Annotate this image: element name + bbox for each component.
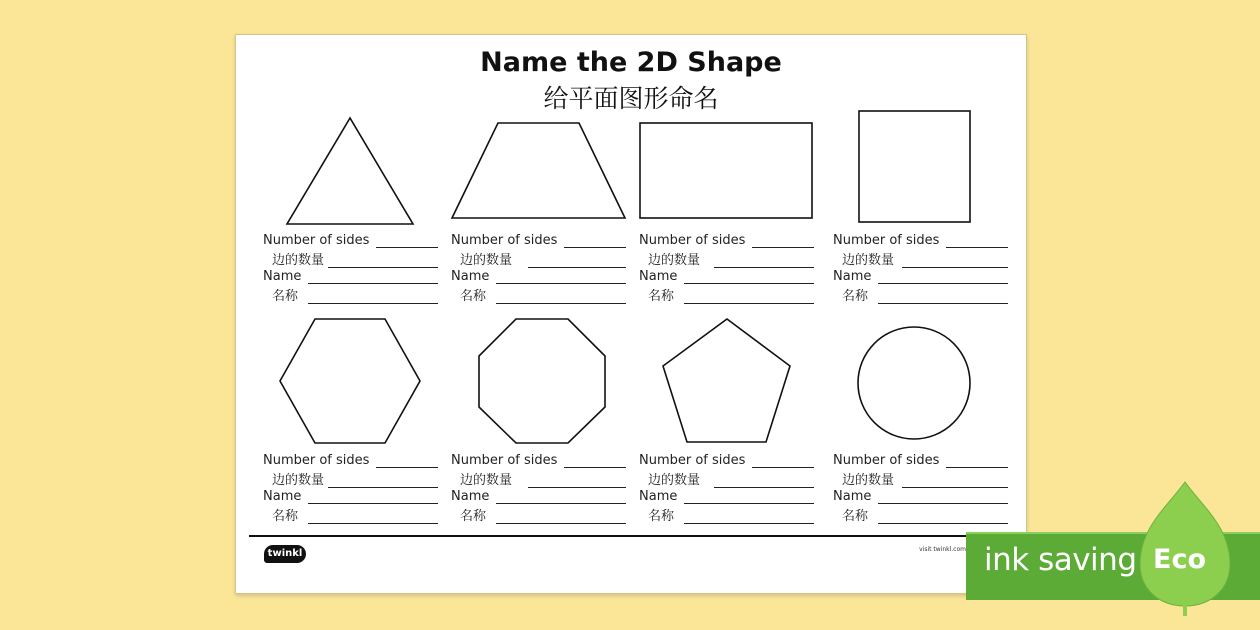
name-line bbox=[451, 488, 626, 506]
name-line bbox=[263, 488, 438, 506]
name-blank-cn[interactable] bbox=[878, 303, 1008, 304]
triangle-shape bbox=[287, 118, 413, 224]
sides-label-cn: 边的数量 bbox=[842, 253, 895, 268]
name-line-cn bbox=[263, 508, 438, 526]
sides-blank[interactable] bbox=[376, 467, 438, 468]
name-line-cn bbox=[833, 508, 1008, 526]
sides-line bbox=[833, 232, 1008, 250]
sides-blank[interactable] bbox=[946, 467, 1008, 468]
sides-label-cn: 边的数量 bbox=[842, 473, 895, 488]
name-label-cn: 名称 bbox=[272, 289, 299, 304]
name-line-cn bbox=[639, 508, 814, 526]
square-shape bbox=[859, 111, 970, 222]
rectangle-shape bbox=[640, 123, 812, 218]
name-line bbox=[263, 268, 438, 286]
worksheet-subtitle: 给平面图形命名 bbox=[543, 84, 719, 113]
name-line-cn bbox=[263, 288, 438, 306]
name-label: Name bbox=[639, 269, 678, 284]
twinkl-logo: twinkl bbox=[264, 545, 306, 563]
name-line bbox=[451, 268, 626, 286]
name-label-cn: 名称 bbox=[842, 289, 869, 304]
answer-card bbox=[833, 232, 1008, 310]
name-blank-cn[interactable] bbox=[496, 303, 626, 304]
sides-line bbox=[833, 452, 1008, 470]
sides-label-cn: 边的数量 bbox=[460, 473, 513, 488]
sides-label: Number of sides bbox=[451, 233, 558, 248]
name-blank-cn[interactable] bbox=[308, 523, 438, 524]
name-label-cn: 名称 bbox=[272, 509, 299, 524]
name-blank[interactable] bbox=[496, 283, 626, 284]
name-blank[interactable] bbox=[308, 283, 438, 284]
sides-label: Number of sides bbox=[451, 453, 558, 468]
hexagon-shape bbox=[280, 319, 420, 443]
sides-label: Number of sides bbox=[263, 233, 370, 248]
name-label-cn: 名称 bbox=[648, 509, 675, 524]
answer-card bbox=[639, 232, 814, 310]
name-blank[interactable] bbox=[878, 283, 1008, 284]
sides-label-cn: 边的数量 bbox=[460, 253, 513, 268]
name-label: Name bbox=[263, 269, 302, 284]
sides-blank[interactable] bbox=[376, 247, 438, 248]
sides-label-cn: 边的数量 bbox=[648, 473, 701, 488]
name-line bbox=[639, 268, 814, 286]
answer-card bbox=[263, 452, 438, 530]
sides-line bbox=[263, 452, 438, 470]
sides-label: Number of sides bbox=[639, 233, 746, 248]
name-label: Name bbox=[451, 269, 490, 284]
sides-line bbox=[451, 232, 626, 250]
name-label: Name bbox=[451, 489, 490, 504]
sides-label: Number of sides bbox=[833, 453, 940, 468]
sides-blank[interactable] bbox=[752, 467, 814, 468]
name-blank-cn[interactable] bbox=[684, 303, 814, 304]
name-label: Name bbox=[833, 489, 872, 504]
ink-saving-label: ink saving bbox=[984, 542, 1137, 578]
pentagon-shape bbox=[663, 319, 790, 442]
circle-shape bbox=[858, 327, 970, 439]
name-line-cn bbox=[451, 288, 626, 306]
name-blank[interactable] bbox=[684, 503, 814, 504]
name-blank[interactable] bbox=[684, 283, 814, 284]
name-label: Name bbox=[639, 489, 678, 504]
octagon-shape bbox=[479, 319, 605, 443]
answer-card bbox=[639, 452, 814, 530]
sides-blank[interactable] bbox=[946, 247, 1008, 248]
sides-label-cn: 边的数量 bbox=[272, 253, 325, 268]
sides-label: Number of sides bbox=[833, 233, 940, 248]
name-line bbox=[833, 488, 1008, 506]
name-label-cn: 名称 bbox=[648, 289, 675, 304]
name-label: Name bbox=[263, 489, 302, 504]
visit-link[interactable]: visit twinkl.com bbox=[919, 546, 966, 553]
sides-label-cn: 边的数量 bbox=[648, 253, 701, 268]
name-line-cn bbox=[451, 508, 626, 526]
sides-blank[interactable] bbox=[564, 247, 626, 248]
eco-label: Eco bbox=[1153, 544, 1206, 575]
sides-line bbox=[639, 232, 814, 250]
name-blank[interactable] bbox=[878, 503, 1008, 504]
name-label-cn: 名称 bbox=[460, 289, 487, 304]
sides-label: Number of sides bbox=[639, 453, 746, 468]
sides-line bbox=[451, 452, 626, 470]
name-blank-cn[interactable] bbox=[878, 523, 1008, 524]
name-blank[interactable] bbox=[496, 503, 626, 504]
answer-card bbox=[263, 232, 438, 310]
worksheet bbox=[235, 34, 1027, 594]
name-label: Name bbox=[833, 269, 872, 284]
name-label-cn: 名称 bbox=[842, 509, 869, 524]
answer-card bbox=[451, 232, 626, 310]
name-line-cn bbox=[639, 288, 814, 306]
sides-line bbox=[639, 452, 814, 470]
name-blank-cn[interactable] bbox=[308, 303, 438, 304]
name-label-cn: 名称 bbox=[460, 509, 487, 524]
sides-label: Number of sides bbox=[263, 453, 370, 468]
footer-divider bbox=[249, 535, 1013, 537]
sides-blank[interactable] bbox=[564, 467, 626, 468]
answer-card bbox=[451, 452, 626, 530]
name-line-cn bbox=[833, 288, 1008, 306]
name-line bbox=[639, 488, 814, 506]
worksheet-title: Name the 2D Shape bbox=[480, 47, 782, 78]
name-line bbox=[833, 268, 1008, 286]
trapezium-shape bbox=[452, 123, 625, 218]
name-blank-cn[interactable] bbox=[496, 523, 626, 524]
name-blank-cn[interactable] bbox=[684, 523, 814, 524]
sides-line bbox=[263, 232, 438, 250]
answer-card bbox=[833, 452, 1008, 530]
sides-blank[interactable] bbox=[752, 247, 814, 248]
sides-label-cn: 边的数量 bbox=[272, 473, 325, 488]
name-blank[interactable] bbox=[308, 503, 438, 504]
